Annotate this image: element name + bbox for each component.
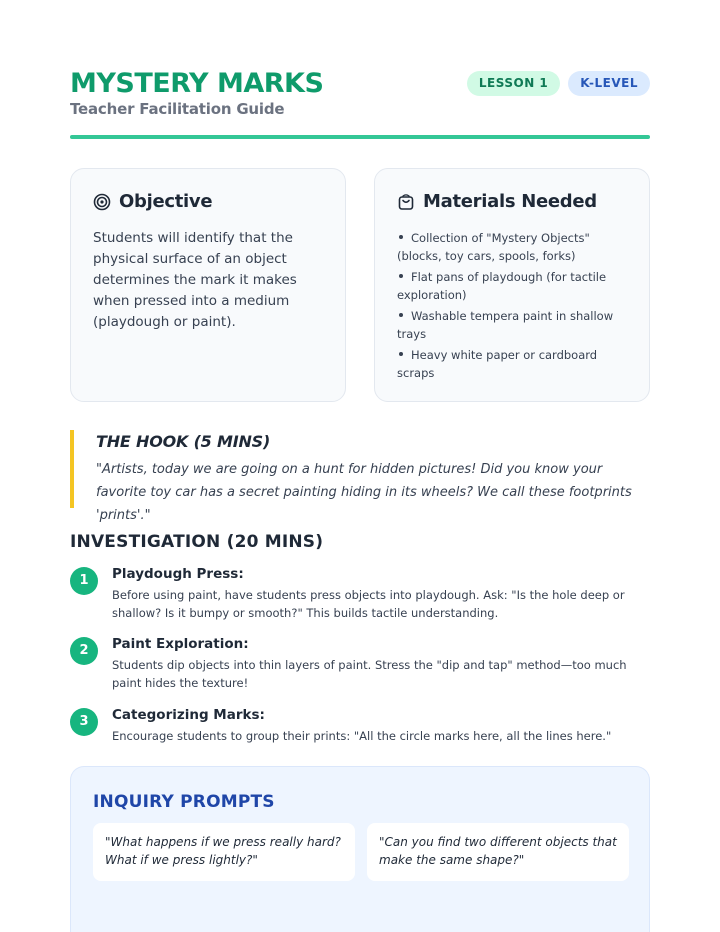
step-description: Encourage students to group their prints: "All the circle marks here, all the lines here." xyxy=(112,729,612,743)
step-title: Playdough Press: xyxy=(112,566,244,582)
page-subtitle: Teacher Facilitation Guide xyxy=(70,100,285,118)
inquiry-prompt-card: "What happens if we press really hard? What if we press lightly?" xyxy=(93,823,355,881)
objective-heading: Objective xyxy=(119,191,213,212)
hook-section xyxy=(70,430,650,523)
materials-list xyxy=(397,229,633,385)
list-item: Collection of "Mystery Objects" (blocks, toy cars, spools, forks) xyxy=(397,231,590,263)
objective-text: Students will identify that the physical surface of an object determines the mark it makes when pressed into a medium (playdough or paint). xyxy=(93,230,297,330)
objective-heading-row xyxy=(93,191,212,212)
objective-card xyxy=(70,168,346,402)
step-description: Before using paint, have students press objects into playdough. Ask: "Is the hole deep or shallow? Is it bumpy or smooth?" This builds tactile understanding. xyxy=(112,588,625,620)
badge-group xyxy=(467,71,650,96)
materials-heading-row xyxy=(397,191,597,212)
hook-quote: "Artists, today we are going on a hunt for hidden pictures! Did you know your favorite toy car has a secret painting hiding in its wheels? We call these footprints 'prints'." xyxy=(96,462,632,523)
lesson-badge: LESSON 1 xyxy=(467,71,560,96)
investigation-title: INVESTIGATION (20 MINS) xyxy=(70,532,324,552)
inquiry-prompt-card: "Can you find two different objects that make the same shape?" xyxy=(367,823,629,881)
step-number-badge: 1 xyxy=(70,567,98,595)
step-description: Students dip objects into thin layers of paint. Stress the "dip and tap" method—too much paint hides the texture! xyxy=(112,658,627,690)
bullet-icon xyxy=(399,352,403,356)
step-title: Paint Exploration: xyxy=(112,636,249,652)
materials-card xyxy=(374,168,650,402)
level-badge: K-LEVEL xyxy=(568,71,650,96)
hook-title: THE HOOK (5 MINS) xyxy=(96,432,271,451)
list-item: Washable tempera paint in shallow trays xyxy=(397,309,614,341)
bullet-icon xyxy=(399,235,403,239)
list-item: Flat pans of playdough (for tactile exploration) xyxy=(397,270,607,302)
target-icon xyxy=(93,193,111,211)
step-number-badge: 2 xyxy=(70,637,98,665)
inquiry-title: INQUIRY PROMPTS xyxy=(93,792,275,812)
list-item: Heavy white paper or cardboard scraps xyxy=(397,348,598,380)
step-title: Categorizing Marks: xyxy=(112,707,265,723)
bag-icon xyxy=(397,193,415,211)
page-header xyxy=(70,68,650,140)
inquiry-section xyxy=(70,766,650,932)
header-divider xyxy=(70,135,650,139)
bullet-icon xyxy=(399,274,403,278)
bullet-icon xyxy=(399,313,403,317)
materials-heading: Materials Needed xyxy=(423,191,597,212)
step-number-badge: 3 xyxy=(70,708,98,736)
page-title: MYSTERY MARKS xyxy=(70,68,324,99)
